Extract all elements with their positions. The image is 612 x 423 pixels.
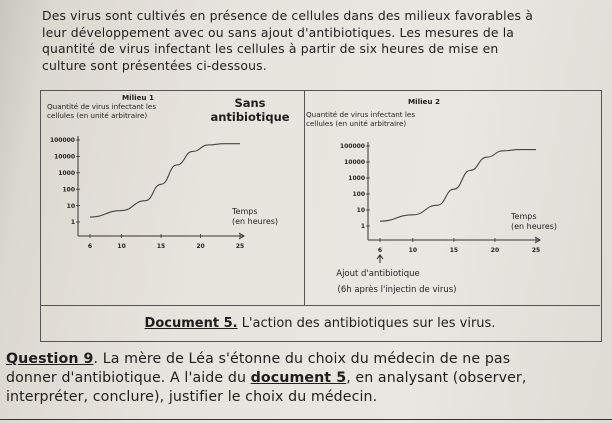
g2-y-tick-label: 10000: [344, 159, 365, 167]
g1-x-tick-label: 25: [235, 243, 245, 250]
g2-x-tick-label: 20: [490, 247, 500, 254]
g1-y-tick-label: 100000: [49, 137, 75, 145]
graph1-ylabel-line-1: Quantité de virus infectant les: [47, 102, 157, 111]
g2-x-tick-label: 6: [377, 247, 383, 254]
g1-y-tick-label: 1: [70, 219, 75, 227]
question-line-1: [6, 350, 606, 369]
g1-x-tick-label: 15: [156, 243, 166, 250]
intro-line-2: leur développement avec ou sans ajout d'antibiotiques. Les mesures de la: [42, 24, 515, 40]
question-line-2: [6, 369, 606, 388]
intro-line-1: Des virus sont cultivés en présence de cellules dans des milieux favorables à: [42, 8, 533, 23]
g2-y-tick-label: 10: [356, 207, 365, 215]
graph1-ylabel: [47, 102, 156, 120]
graph2-ylabel-line-1: Quantité de virus infectant les: [306, 110, 416, 119]
g2-y-tick-label: 100: [352, 191, 365, 199]
graph1-chart: [46, 132, 246, 257]
question-line-2-a: donner d'antibiotique. A l'aide du: [6, 370, 251, 386]
graph1-xlabel-line-1: Temps: [232, 207, 258, 216]
graph2-xlabel-line-2: (en heures): [511, 222, 558, 231]
graph2-title: Milieu 2: [408, 97, 441, 106]
document-caption: [40, 316, 600, 331]
question-line-2-b: , en analysant (observer,: [346, 370, 527, 386]
question-line-1-text: . La mère de Léa s'étonne du choix du médecin de ne pas: [93, 351, 511, 367]
g1-y-tick-label: 10000: [54, 153, 75, 161]
g2-x-tick-label: 10: [408, 247, 418, 254]
g2-x-tick-label: 25: [531, 247, 541, 254]
antibiotic-note-sub: [312, 285, 482, 295]
graph2-ylabel-line-2: cellules (en unité arbitraire): [306, 119, 407, 128]
question-block: [6, 350, 606, 407]
graph1-condition-label: [200, 96, 300, 124]
question-line-3: interpréter, conclure), justifier le choix du médecin.: [6, 389, 378, 405]
g1-y-tick-label: 1000: [58, 170, 75, 177]
antibiotic-note-line-1: Ajout d'antibiotique: [336, 269, 420, 279]
graph1-condition-line-2: antibiotique: [210, 110, 290, 124]
g1-series-line: [90, 144, 240, 217]
g1-y-tick-label: 10: [66, 202, 75, 210]
g1-x-tick-label: 10: [117, 243, 126, 250]
g1-x-tick-label: 20: [196, 243, 205, 250]
antibiotic-note-line-2: (6h après l'injectin de virus): [337, 285, 457, 295]
g2-y-tick-label: 1: [360, 223, 365, 231]
graph2-chart: [334, 138, 544, 263]
g2-x-tick-label: 15: [449, 247, 459, 254]
bottom-rule: [0, 419, 612, 420]
graph1-condition-line-1: Sans: [234, 96, 266, 110]
graph2-xlabel-line-1: Temps: [511, 212, 537, 221]
graph1-title: Milieu 1: [122, 93, 155, 102]
panel-divider: [304, 90, 305, 305]
g1-y-tick-label: 100: [62, 186, 75, 194]
intro-line-3: quantité de virus infectant les cellules à partir de six heures de mise en: [42, 41, 499, 56]
document-caption-label: Document 5.: [144, 316, 238, 331]
question-label: Question 9: [6, 351, 94, 367]
intro-line-4: culture sont présentées ci-dessous.: [42, 57, 267, 73]
g2-y-tick-label: 100000: [339, 143, 365, 151]
graph2-ylabel: [306, 110, 415, 128]
intro-paragraph: [42, 8, 600, 74]
document-reference: document 5: [250, 370, 347, 386]
document-caption-text: L'action des antibiotiques sur les virus.: [237, 316, 496, 331]
graph1-xlabel-line-2: (en heures): [232, 217, 279, 226]
g2-y-tick-label: 1000: [348, 175, 365, 183]
graph1-ylabel-line-2: cellules (en unité arbitraire): [47, 111, 148, 120]
g2-series-line: [380, 150, 536, 222]
g1-x-tick-label: 6: [87, 243, 93, 250]
antibiotic-note: [318, 269, 438, 279]
